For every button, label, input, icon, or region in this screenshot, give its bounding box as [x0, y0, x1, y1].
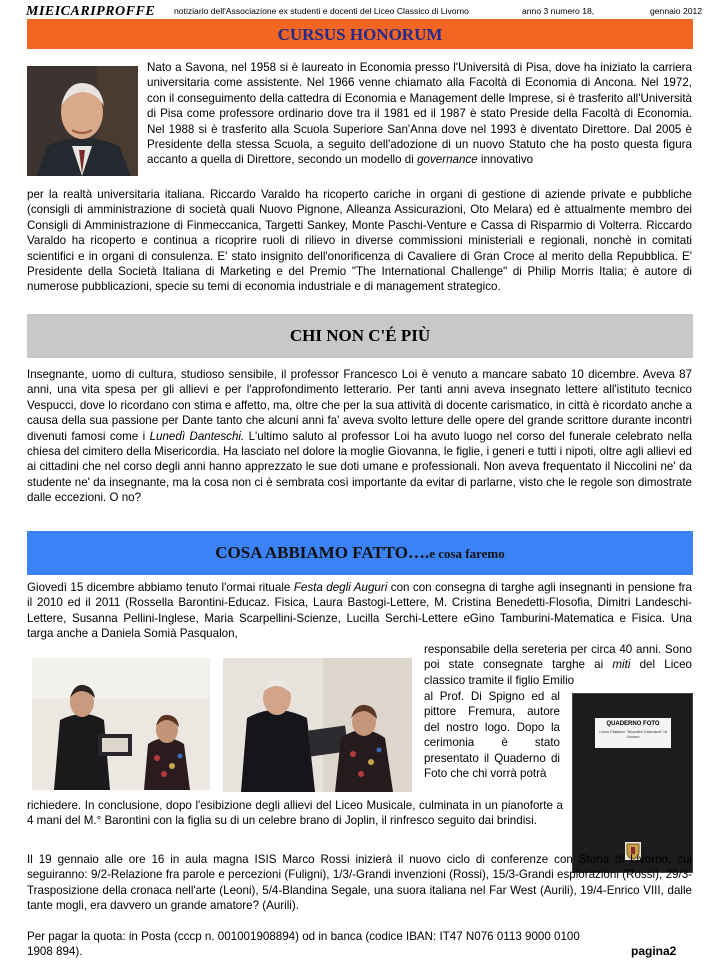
- issue-date: gennaio 2012: [650, 6, 703, 16]
- events-column-text: responsabile della sereteria per circa 40 anni. Sono poi state consegnate targhe ai miti del Liceo classico tramite il figlio Emilio: [424, 643, 692, 687]
- conferences-paragraph: Il 19 gennaio alle ore 16 in aula magna ISIS Marco Rossi inizierà il nuovo ciclo di conferenze con Storia di Livorno, cui seguiranno: 9/2-Relazione fra parole e percezioni (Fuligni), 1/3/-Grandi invenzioni (Rossi), 15/3-Grandi esplorazioni (Rossi), 29/3-Trasposizione della cronaca nell'arte (Leoni), 5/4-Blandina Segale, una suora italiana nel Far West (Aurili), 19/4-Enrico VIII, dalle tante mogli, era davvero un grande amatore? (Aurili).: [27, 853, 692, 913]
- section-heading-cursus-honorum: CURSUS HONORUM: [27, 19, 693, 49]
- events-intro: Giovedì 15 dicembre abbiamo tenuto l'ormai rituale Festa degli Auguri con con consegna di targhe agli insegnanti in pensione fra il 2010 ed il 2011 (Rossella Barontini-Educaz. Fisica, Laura Bastogi-Lettere, M. Cristina Benedetti-Flosofia, Dimitri Landeschi-Lettere, Susanna Pellini-Inglese, Maria Scarpellini-Scienze, Lucilla Serchi-Lettere eGino Tamburini-Matematica e Fisica. Una targa anche a Daniela Somià Pasqualon,: [27, 581, 692, 641]
- newsletter-tagline: notiziario dell'Associazione ex studenti e docenti del Liceo Classico di Livorno: [174, 6, 469, 16]
- membership-fee-paragraph: Per pagar la quota: in Posta (cccp n. 001001908894) od in banca (codice IBAN: IT47 N076 0113 9000 0100 1908 894).: [27, 930, 580, 959]
- events-narrow-text: al Prof. Di Spigno ed al pittore Fremura, autore del nostro logo. Dopo la cerimonia è stato presentato il Quaderno di Foto che chi vorrà potrà: [424, 690, 560, 781]
- events-conclusion: richiedere. In conclusione, dopo l'esibizione degli allievi del Liceo Musicale, culminata in un pianoforte a 4 mani del M.° Barontini con la figlia su di un celebre brano di Joplin, il rinfresco seguito dai brindisi.: [27, 799, 563, 828]
- photo-notebook-image: [572, 693, 693, 873]
- cursus-paragraph-top: Nato a Savona, nel 1958 si è laureato in Economia presso l'Università di Pisa, dove ha iniziato la carriera universitaria come assistente. Nel 1966 venne chiamato alla Facoltà di Economia di Ancona. Nel 1972, con il conseguimento della cattedra di Economia e Management delle Imprese, si è trasferito all'Università di Pisa come professore ordinario dove tra il 1981 ed il 1987 è stato Preside della Facoltà di Economia. Nel 1988 si è trasferito alla Scuola Superiore San'Anna dove nel 1993 è diventato Direttore. Dal 2005 è Presidente della stessa Scuola, a seguito dell'adozione di un nuovo Statuto che ha posto questa figura accanto a quella di Direttore, secondo un modello di governance innovativo: [147, 61, 692, 167]
- ceremony-photo-2: [223, 658, 412, 792]
- page-number: pagina2: [631, 944, 677, 958]
- masthead: [26, 4, 703, 20]
- notebook-label: QUADERNO FOTO Liceo Classico "Niccolini Guerrazzi" di Livorno: [595, 718, 671, 748]
- cursus-paragraph-bottom: per la realtà universitaria italiana. Riccardo Varaldo ha ricoperto cariche in organi di gestione di aziende private e pubbliche (consigli di amministrazione di società quali Nuovo Pignone, Alleanza Assicurazioni, Oto Melara) ed è attualmente membro dei Consigli di Amministrazione di Finmeccanica, Targetti Sankey, Monte Paschi-Venture e Cassa di Risparmio di Volterra. Riccardo Varaldo ha ricoperto e continua a ricoprire ruoli di rilievo in diverse commissioni ministeriali e regionali, nonchè in comitati scientifici e in organi di consulenza. E' stato insignito dell'onorificenza di Cavaliere di Gran Croce al merito della Repubblica. E' Presidente della Società Italiana di Marketing e del Premio "The International Challenge" di Philip Morris Italia; è autore di numerose pubblicazioni, specie su temi di economia industriale e di management strategico.: [27, 188, 692, 294]
- issue-number: anno 3 numero 18,: [522, 6, 595, 16]
- obituary-paragraph: Insegnante, uomo di cultura, studioso sensibile, il professor Francesco Loi è venuto a mancare sabato 10 dicembre. Aveva 87 anni, una vita spesa per gli allievi e per l'approfondimento letterario. Per tanti anni aveva insegnato lettere all'istituto tecnico Vespucci, dove lo ricordano con stima e affetto, ma, oltre che per la sua attività di docente carismatico, in città è ricordato anche a causa della sua passione per Dante tanto che alcuni anni fa' aveva svolto letture delle opere del grande scrittore durante incontri divenuti famosi come i Lunedì Danteschi. L'ultimo saluto al professor Loi ha avuto luogo nel corso del funerale celebrato nella chiesa del cimitero della Misericordia. Ha lasciato nel dolore la moglie Giovanna, le figlie, i generi e tutti i nipoti, oltre agli allievi ed ai cittadini che nel corso degli anni hanno apprezzato le sue doti umane e professionali. Non aveva frequentato il Niccolini ne' da studente ne' da insegnante, ma la cosa non ci è sembrata così importante da evitar di parlarne, visto che le regole son dimostrate dalle eccezioni. O no?: [27, 368, 692, 505]
- section-heading-chi-non-ce-piu: CHI NON C'É PIÙ: [27, 314, 693, 358]
- portrait-photo: [27, 66, 138, 176]
- ceremony-photo-1: [32, 658, 210, 790]
- newsletter-logo: MIEICARIPROFFE: [26, 4, 156, 19]
- section-heading-cosa-abbiamo-fatto: COSA ABBIAMO FATTO….e cosa faremo: [27, 531, 693, 575]
